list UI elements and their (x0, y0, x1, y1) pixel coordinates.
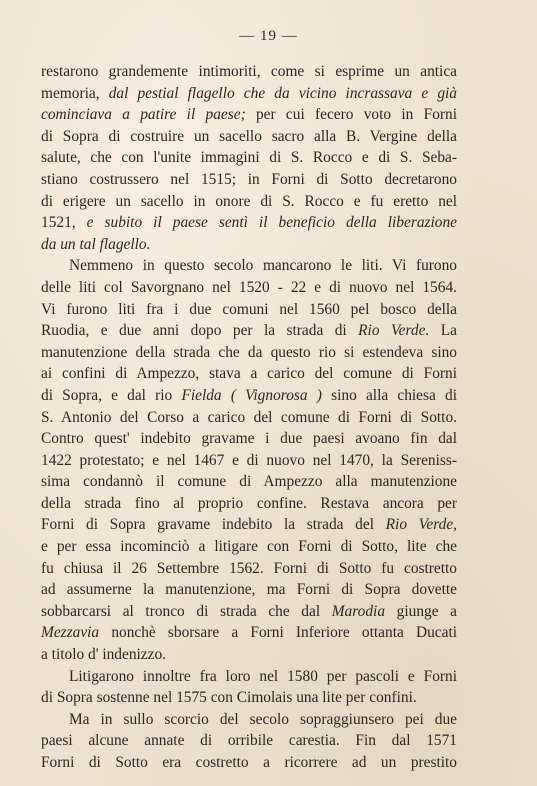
text-segment: paesi alcune annate di orribile carestia. Fin dal 1571 (41, 732, 457, 750)
text-line (41, 320, 457, 342)
page-number: — 19 — (239, 28, 298, 44)
text-line (41, 622, 457, 644)
text-line (41, 709, 457, 731)
text-line (41, 407, 457, 429)
text-line (41, 493, 457, 515)
text-segment: Contro quest' indebito gravame i due paesi avoano fin dal (41, 430, 457, 448)
text-line (41, 644, 457, 666)
text-line (41, 277, 457, 299)
italic-segment: cominciava a patire il paese; (41, 106, 246, 124)
text-segment: Forni di Sotto era costretto a ricorrere ad un prestito (41, 754, 457, 771)
text-line (41, 147, 457, 169)
text-line (41, 471, 457, 493)
text-line (41, 104, 457, 126)
text-segment: Vi furono liti fra i due comuni nel 1560 pel bosco della (41, 300, 457, 318)
text-line (41, 191, 457, 213)
text-segment: salute, che con l'unite immagini di S. Rocco e di S. Seba- (41, 149, 457, 167)
text-segment: delle liti col Savorgnano nel 1520 - 22 e di nuovo nel 1564. (41, 278, 457, 296)
text-line (41, 363, 457, 385)
text-segment: 1422 protestato; e nel 1467 e di nuovo nel 1470, la Sereniss- (41, 451, 457, 469)
text-segment: ai confini di Ampezzo, stava a carico del comune di Forni (41, 365, 457, 383)
text-segment: di Sopra sostenne nel 1575 con Cimolais una lite per confini. (41, 689, 417, 707)
text-line (41, 299, 457, 321)
text-line (41, 558, 457, 580)
text-line (41, 579, 457, 601)
text-segment: La (429, 322, 457, 340)
text-line (41, 536, 457, 558)
text-segment: Litigarono innoltre fra loro nel 1580 per pascoli e Forni (69, 667, 457, 685)
text-segment: sima condannò il comune di Ampezzo alla manutenzione (41, 473, 457, 491)
text-segment: 1521, (41, 214, 87, 232)
text-line (41, 666, 457, 688)
text-segment: della strada fino al proprio confine. Restava ancora per (41, 494, 457, 512)
text-segment: manutenzione della strada che da questo rio si estendeva sino (41, 343, 457, 361)
italic-segment: Rio Verde, (385, 516, 457, 534)
italic-segment: Mezzavia (41, 624, 100, 642)
text-line (41, 212, 457, 234)
text-segment: memoria, (41, 84, 109, 102)
text-line (41, 601, 457, 623)
text-line (41, 514, 457, 536)
text-line (41, 385, 457, 407)
text-segment: stiano costrussero nel 1515; in Forni di Sotto decretarono (41, 170, 457, 188)
text-segment: e per essa incominciò a litigare con Forni di Sotto, lite che (41, 538, 457, 556)
italic-segment: Rio Verde. (358, 322, 430, 340)
text-segment: di erigere un sacello in onore di S. Rocco e fu eretto nel (41, 192, 457, 210)
text-line (41, 61, 457, 83)
body-text (41, 61, 457, 774)
text-segment: S. Antonio del Corso a carico del comune di Forni di Sotto. (41, 408, 457, 426)
text-segment: per cui fecero voto in Forni (245, 106, 457, 124)
italic-segment: dal pestial flagello che da vicino incrassava e già (108, 84, 457, 102)
text-segment: sino alla chiesa di (321, 386, 457, 404)
text-line (41, 752, 457, 774)
italic-segment: e subito il paese sentì il beneficio della liberazione (86, 214, 458, 232)
text-line (41, 342, 457, 364)
text-segment: fu chiusa il 26 Settembre 1562. Forni di Sotto fu costretto (41, 559, 457, 577)
text-segment: Forni di Sopra gravame indebito la strada del (41, 516, 386, 534)
italic-segment: Marodia (331, 602, 386, 620)
text-segment: nonchè sborsare a Forni Inferiore ottanta Ducati (99, 624, 457, 642)
text-line (41, 428, 457, 450)
italic-segment: Fielda ( Vignorosa ) (181, 386, 322, 404)
text-segment: ad assumerne la manutenzione, ma Forni di Sopra dovette (41, 581, 457, 599)
text-line (41, 126, 457, 148)
text-line (41, 234, 457, 256)
text-line (41, 730, 457, 752)
text-segment: giunge a (385, 602, 457, 620)
italic-segment: da un tal flagello. (41, 235, 151, 253)
text-segment: di Sopra di costruire un sacello sacro alla B. Vergine della (41, 127, 457, 145)
text-segment: di Sopra, e dal rio (41, 386, 182, 404)
text-segment: a titolo d' indenizzo. (41, 646, 167, 664)
text-segment: Ruodia, e due anni dopo per la strada di (41, 322, 359, 340)
text-line (41, 687, 457, 709)
text-line (41, 255, 457, 277)
text-line (41, 450, 457, 472)
text-segment: Ma in sullo scorcio del secolo sopraggiunsero pei due (69, 710, 457, 728)
text-line (41, 83, 457, 105)
text-segment: restarono grandemente intimoriti, come si esprime un antica (41, 63, 457, 80)
text-line (41, 169, 457, 191)
text-segment: Nemmeno in questo secolo mancarono le liti. Vi furono (69, 257, 457, 275)
text-segment: sobbarcarsi al tronco di strada che dal (41, 602, 332, 620)
